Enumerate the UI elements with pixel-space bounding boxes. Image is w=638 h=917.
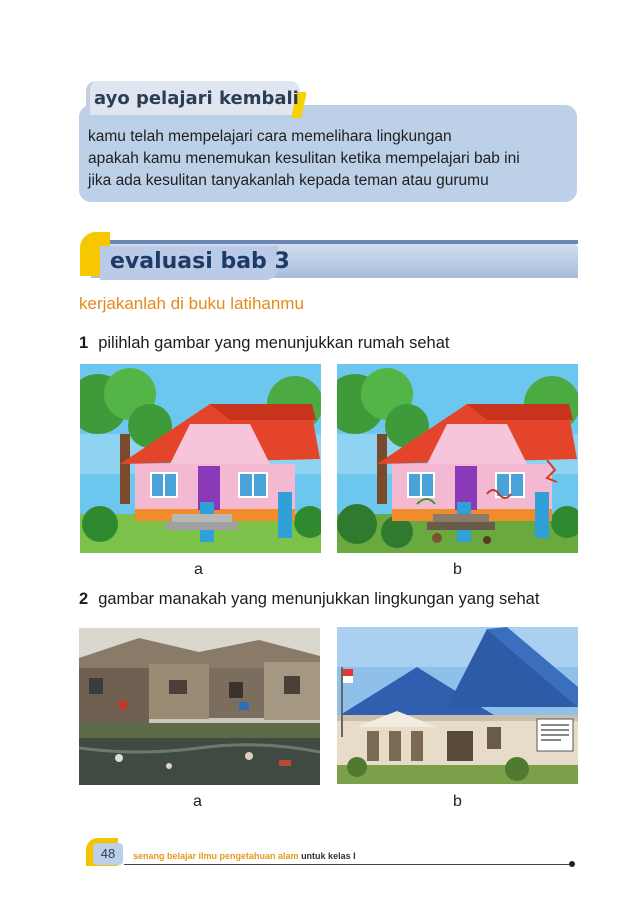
- question-1-number: 1: [79, 334, 89, 352]
- footer-class-label: untuk kelas I: [301, 851, 356, 861]
- review-line-2: apakah kamu menemukan kesulitan ketika mempelajari bab ini: [88, 150, 520, 167]
- question-1: [79, 334, 449, 353]
- unhealthy-house-illustration: [337, 364, 578, 553]
- healthy-house-illustration: [80, 364, 321, 553]
- footer-text: [133, 851, 356, 861]
- page-number: 48: [93, 843, 123, 865]
- question-1-option-a: a: [194, 561, 203, 578]
- slum-environment-image[interactable]: [79, 628, 320, 785]
- question-1-option-b: b: [453, 561, 462, 578]
- evaluation-title: evaluasi bab 3: [110, 249, 290, 274]
- footer-book-title: senang belajar ilmu pengetahuan alam: [133, 851, 299, 861]
- healthy-house-image[interactable]: [80, 364, 321, 553]
- instruction-text: kerjakanlah di buku latihanmu: [79, 294, 304, 313]
- unhealthy-house-image[interactable]: [337, 364, 578, 553]
- footer-rule: [124, 864, 572, 865]
- review-line-3: jika ada kesulitan tanyakanlah kepada teman atau gurumu: [88, 172, 489, 189]
- question-2: [79, 590, 539, 609]
- review-title: ayo pelajari kembali: [94, 88, 299, 109]
- slum-photo: [79, 628, 320, 785]
- review-line-1: kamu telah mempelajari cara memelihara lingkungan: [88, 128, 452, 145]
- evaluation-banner-edge: [91, 240, 578, 244]
- footer-rule-dot: [569, 861, 575, 867]
- question-2-option-a: a: [193, 793, 202, 810]
- clean-environment-image[interactable]: [337, 627, 578, 784]
- question-2-number: 2: [79, 590, 89, 608]
- building-photo: [337, 627, 578, 784]
- question-2-option-b: b: [453, 793, 462, 810]
- question-2-text: gambar manakah yang menunjukkan lingkungan yang sehat: [98, 590, 540, 608]
- question-1-text: pilihlah gambar yang menunjukkan rumah sehat: [98, 334, 450, 352]
